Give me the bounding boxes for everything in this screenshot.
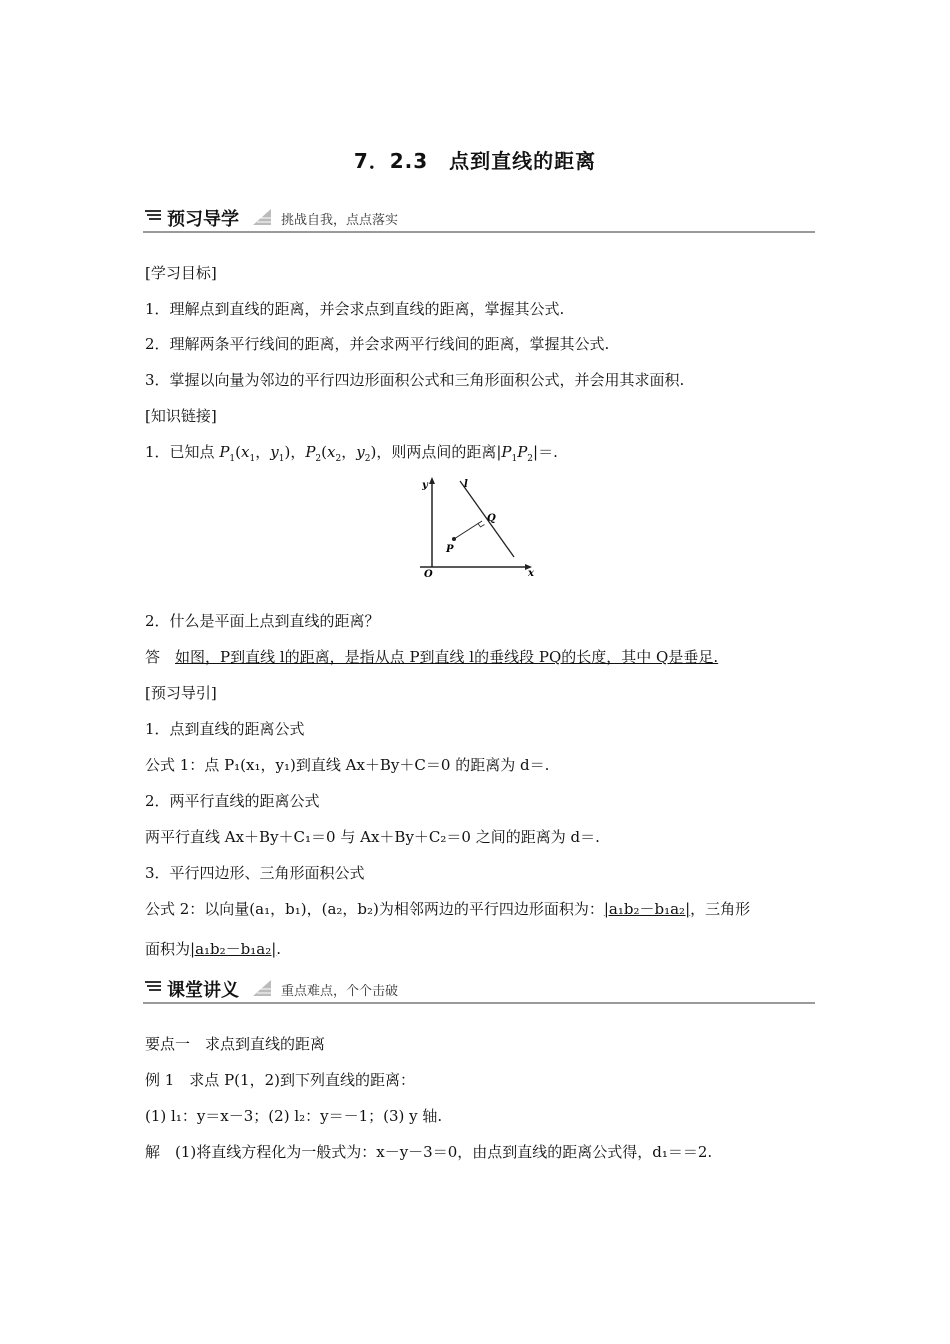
right-angle-mark bbox=[478, 524, 485, 528]
formula3: 公式 2：以向量(a₁，b₁)，(a₂，b₂)为相邻两边的平行四边形面积为：|a₁b₂－b₁a₂|，三角形 bbox=[145, 900, 751, 918]
page-title: 7．2.3 点到直线的距离 bbox=[353, 149, 597, 173]
x-label: x bbox=[528, 568, 534, 579]
formula3-title: 3．平行四边形、三角形面积公式 bbox=[145, 864, 365, 882]
section-header-lecture bbox=[143, 976, 815, 1004]
section-subtitle: 重点难点，个个击破 bbox=[281, 984, 399, 999]
formula2-title: 2．两平行直线的距离公式 bbox=[145, 792, 320, 810]
goal-item: 3．掌握以向量为邻边的平行四边形面积公式和三角形面积公式，并会用其求面积. bbox=[145, 371, 685, 389]
origin-label: O bbox=[424, 569, 433, 580]
l-label: l bbox=[464, 479, 468, 490]
section-name: 课堂讲义 bbox=[167, 980, 239, 1001]
section-subtitle: 挑战自我，点点落实 bbox=[281, 213, 399, 228]
formula3-cont: 面积为|a₁b₂－b₁a₂|. bbox=[145, 940, 282, 958]
distance-figure bbox=[410, 475, 540, 580]
link-header: [知识链接] bbox=[145, 407, 217, 425]
y-label: y bbox=[422, 480, 428, 491]
section-name: 预习导学 bbox=[167, 209, 239, 230]
solution: 解 (1)将直线方程化为一般式为：x－y－3＝0，由点到直线的距离公式得，d₁＝＝2. bbox=[145, 1143, 713, 1161]
y-axis-arrow bbox=[429, 477, 435, 484]
point-1: 要点一 求点到直线的距离 bbox=[145, 1035, 326, 1053]
question-2: 2．什么是平面上点到直线的距离？ bbox=[145, 612, 380, 630]
formula1: 公式 1：点 P₁(x₁，y₁)到直线 Ax＋By＋C＝0 的距离为 d＝. bbox=[145, 756, 550, 774]
example-1-items: (1) l₁：y＝x－3；(2) l₂：y＝－1；(3) y 轴. bbox=[145, 1107, 443, 1125]
goal-item: 2．理解两条平行线间的距离，并会求两平行线间的距离，掌握其公式. bbox=[145, 335, 610, 353]
section-header-preview bbox=[143, 205, 815, 233]
triangle-icon bbox=[253, 980, 271, 996]
stripes-icon bbox=[145, 980, 161, 994]
point-p bbox=[452, 537, 456, 541]
preview-header: [预习导引] bbox=[145, 684, 217, 702]
formula2: 两平行直线 Ax＋By＋C₁＝0 与 Ax＋By＋C₂＝0 之间的距离为 d＝. bbox=[145, 828, 600, 846]
goals-header: [学习目标] bbox=[145, 264, 217, 282]
link-item-1: 1．已知点 $P_1(x_1$，$y_1$)，$P_2(x_2$，$y_2$)，则两点间的距离$|P_1P_2|=$. bbox=[145, 443, 558, 464]
example-1: 例 1 求点 P(1，2)到下列直线的距离： bbox=[145, 1071, 415, 1089]
q-label: Q bbox=[487, 513, 496, 524]
answer: 答 如图，P到直线 l的距离，是指从点 P到直线 l的垂线段 PQ的长度，其中 Q是垂足. bbox=[145, 648, 719, 666]
triangle-icon bbox=[253, 209, 271, 225]
p-label: P bbox=[446, 544, 454, 555]
goal-item: 1．理解点到直线的距离，并会求点到直线的距离，掌握其公式. bbox=[145, 300, 565, 318]
formula1-title: 1．点到直线的距离公式 bbox=[145, 720, 305, 738]
stripes-icon bbox=[145, 209, 161, 223]
